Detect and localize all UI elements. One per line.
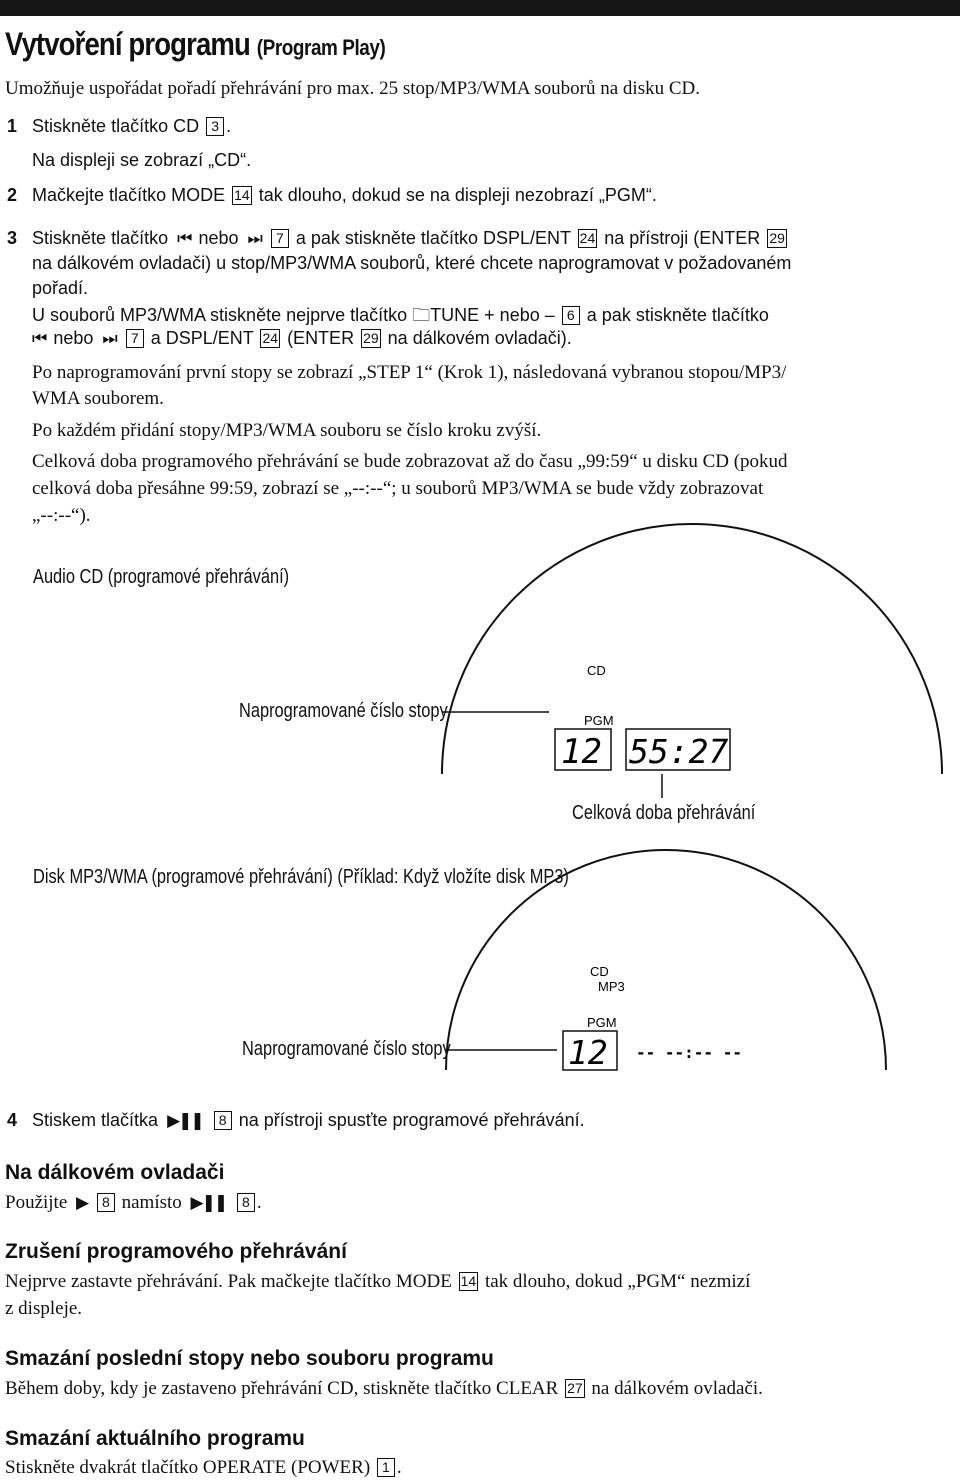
step-text: Stiskem tlačítka: [32, 1110, 159, 1130]
cancel-heading: Zrušení programového přehrávání: [5, 1240, 347, 1263]
body-text: Použijte: [5, 1192, 68, 1213]
step-1: 1 Stiskněte tlačítko CD 3 .: [7, 116, 232, 136]
body-text: namísto: [121, 1192, 182, 1213]
label-programmed-track-2: Naprogramované číslo stopy: [242, 1038, 451, 1060]
step-3-para-3a: Celková doba programového přehrávání se bude zobrazovat až do času „99:59“ u disku CD (pokud: [32, 451, 788, 472]
step-text: a DSPL/ENT: [150, 328, 254, 348]
step-3-para-2: Po každém přidání stopy/MP3/WMA souboru se číslo kroku zvýší.: [32, 420, 542, 441]
title-sub: (Program Play): [256, 35, 386, 60]
delete-last-heading: Smazání poslední stopy nebo souboru programu: [5, 1347, 494, 1370]
key-box: 24: [262, 330, 279, 346]
body-text: na dálkovém ovladači.: [591, 1378, 763, 1399]
step-number: 3: [7, 228, 18, 248]
next-track-icon: ⏭: [102, 329, 115, 349]
next-track-icon: ⏭: [247, 229, 260, 249]
delete-all-heading: Smazání aktuálního programu: [5, 1427, 305, 1450]
intro-text: Umožňuje uspořádat pořadí přehrávání pro max. 25 stop/MP3/WMA souborů na disku CD.: [5, 78, 700, 99]
body-text: Stiskněte dvakrát tlačítko OPERATE (POWER): [5, 1457, 371, 1478]
step-text: a pak stiskněte tlačítko DSPL/ENT: [295, 228, 571, 248]
step-number: 4: [7, 1110, 18, 1130]
step-text: Mačkejte tlačítko MODE: [32, 185, 226, 205]
step-3-para-3c: „--:--“).: [32, 505, 91, 526]
cd-indicator-2: CD: [590, 964, 609, 979]
body-text: Během doby, kdy je zastaveno přehrávání CD, stiskněte tlačítko CLEAR: [5, 1378, 559, 1399]
step-text: nebo: [53, 328, 94, 348]
key-box: 1: [377, 1458, 395, 1477]
pgm-indicator-2: PGM: [587, 1015, 617, 1030]
key-box: 8: [214, 1111, 232, 1130]
step-number: 2: [7, 185, 18, 205]
step-text: na dálkovém ovladači).: [387, 328, 572, 348]
step-3-para-1a: Po naprogramování první stopy se zobrazí „STEP 1“ (Krok 1), následovaná vybranou stopou/MP3/: [32, 362, 787, 383]
step-number: 1: [7, 116, 18, 136]
figure-1-caption: Audio CD (programové přehrávání): [33, 566, 290, 588]
time-display-2: -- --:-- --: [636, 1043, 742, 1062]
step-text: Stiskněte tlačítko CD: [32, 116, 200, 136]
pgm-indicator: PGM: [584, 713, 614, 728]
key-box: 6: [562, 306, 580, 325]
step-text: Stiskněte tlačítko: [32, 228, 169, 248]
label-total-time: Celková doba přehrávání: [572, 802, 756, 824]
title-main: Vytvoření programu: [5, 26, 250, 62]
key-box: 3: [206, 117, 224, 136]
step-3-para-3b: celková doba přesáhne 99:59, zobrazí se „--:--“; u souborů MP3/WMA se bude vždy zobrazovat: [32, 478, 764, 499]
previous-track-icon: ⏮: [32, 329, 45, 349]
remote-text: [5, 1192, 262, 1214]
cancel-text-1: [5, 1271, 750, 1293]
figure-2-caption: Disk MP3/WMA (programové přehrávání) (Příklad: Když vložíte disk MP3): [33, 866, 569, 888]
step-text: a pak stiskněte tlačítko: [586, 305, 769, 325]
body-text: tak dlouho, dokud „PGM“ nezmizí: [484, 1271, 751, 1292]
track-number-display: 12: [561, 732, 602, 772]
label-programmed-track: Naprogramované číslo stopy: [239, 700, 448, 722]
key-box: 7: [271, 229, 289, 248]
key-box: 14: [234, 187, 250, 203]
body-text: Nejprve zastavte přehrávání. Pak mačkejte tlačítko MODE: [5, 1271, 452, 1292]
previous-track-icon: ⏮: [177, 229, 190, 249]
play-pause-icon: ▶❚❚: [190, 1193, 227, 1213]
step-3-line-3: pořadí.: [32, 278, 89, 298]
time-display: 55:27: [629, 732, 729, 771]
delete-all-text: [5, 1457, 402, 1479]
delete-last-text: [5, 1378, 763, 1400]
key-box: 8: [97, 1193, 115, 1212]
step-text: tak dlouho, dokud se na displeji nezobrazí „PGM“.: [258, 185, 657, 205]
folder-icon: 🗀: [412, 305, 431, 326]
step-3-para-1b: WMA souborem.: [32, 388, 164, 409]
key-box: 7: [126, 329, 144, 348]
key-box: 29: [363, 330, 379, 346]
step-text: na přístroji (ENTER: [604, 228, 761, 248]
step-text: nebo: [198, 228, 239, 248]
play-icon: ▶: [76, 1193, 87, 1213]
key-box: 27: [567, 1380, 583, 1396]
play-pause-icon: ▶❚❚: [167, 1111, 203, 1131]
key-box: 14: [460, 1273, 477, 1289]
step-text: U souborů MP3/WMA stiskněte nejprve tlačítko: [32, 305, 408, 325]
step-1-note: Na displeji se zobrazí „CD“.: [32, 150, 252, 170]
remote-heading: Na dálkovém ovladači: [5, 1161, 225, 1184]
cd-indicator: CD: [587, 663, 606, 678]
step-3-line-2: na dálkovém ovladači) u stop/MP3/WMA souborů, které chcete naprogramovat v požadovaném: [32, 253, 792, 273]
body-text: .: [396, 1457, 402, 1478]
body-text: .: [256, 1192, 262, 1213]
key-box: 29: [769, 230, 785, 246]
key-box: 24: [579, 230, 596, 246]
step-4: [7, 1110, 585, 1131]
track-number-display-2: 12: [568, 1033, 608, 1072]
mp3-indicator: MP3: [598, 979, 625, 994]
key-box: 8: [237, 1193, 255, 1212]
step-text: na přístroji spusťte programové přehrávání.: [238, 1110, 585, 1130]
step-text: TUNE + nebo –: [430, 305, 555, 325]
step-text: (ENTER: [287, 328, 355, 348]
cancel-text-2: z displeje.: [5, 1298, 83, 1319]
